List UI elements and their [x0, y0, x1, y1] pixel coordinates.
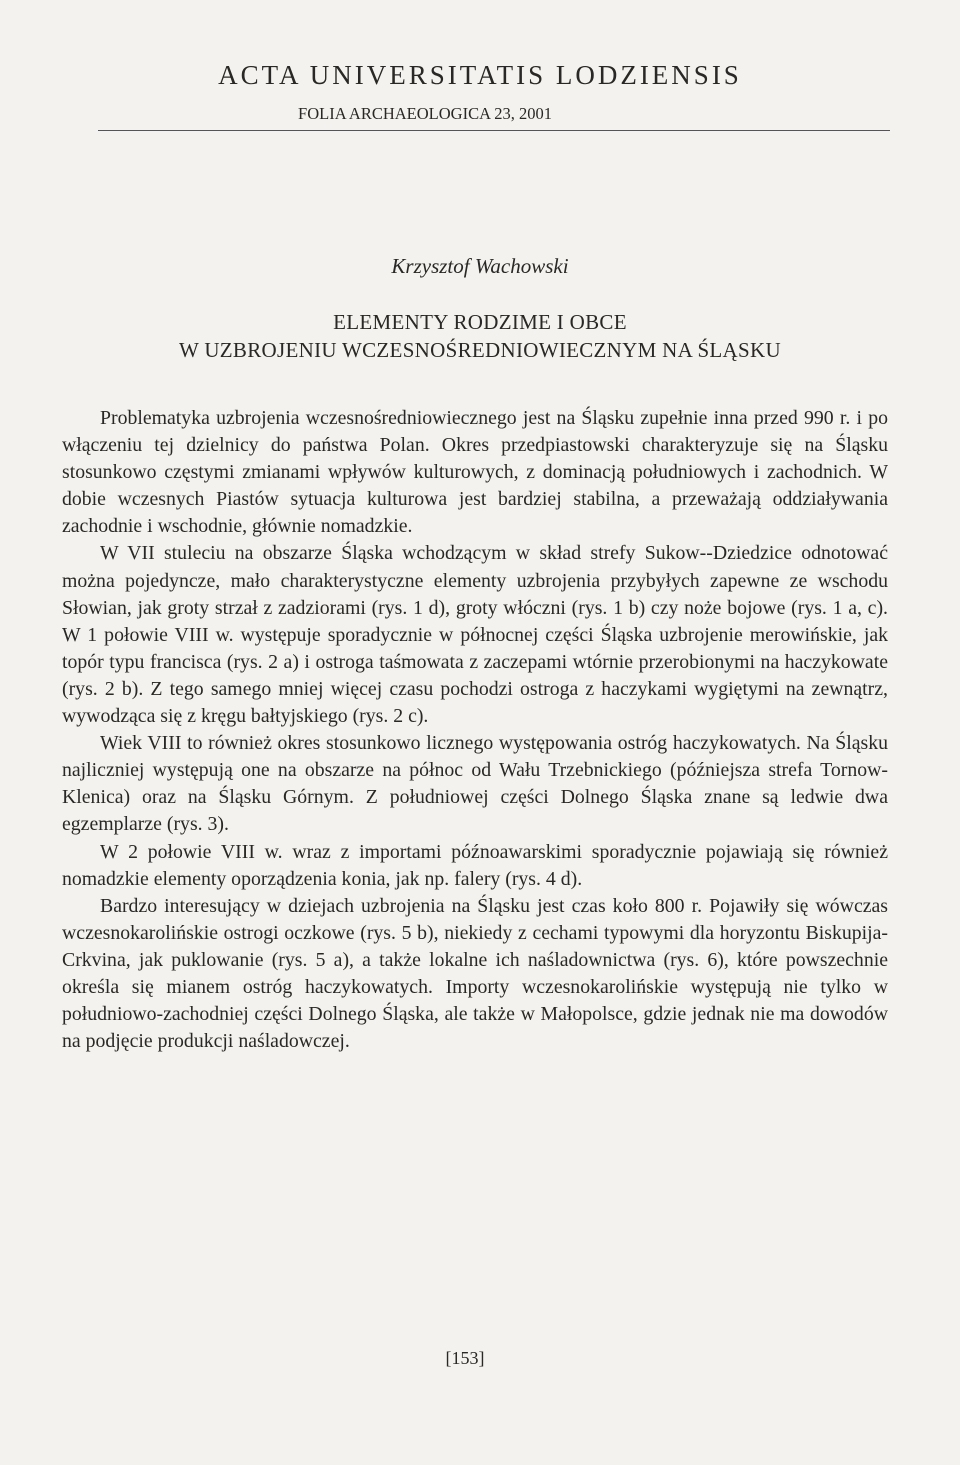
article-title: [60, 308, 900, 364]
article-author: Krzysztof Wachowski: [391, 254, 569, 278]
body-paragraph: Wiek VIII to również okres stosunkowo licznego występowania ostróg haczykowatych. Na Śląsku najliczniej występują one na obszarze na północ od Wału Trzebnickiego (późniejsza strefa Tornow-Klenica) oraz na Śląsku Górnym. Z południowej części Dolnego Śląska znane są ledwie dwa egzemplarze (rys. 3).: [62, 732, 888, 836]
page-number: [153]: [445, 1348, 485, 1368]
body-paragraph: Bardzo interesujący w dziejach uzbrojenia na Śląsku jest czas koło 800 r. Pojawiły się wówczas wczesnokarolińskie ostrogi oczkowe (rys. 5 b), niekiedy z cechami typowymi dla horyzontu Biskupija-Crkvina, jak puklowanie (rys. 5 a), a także lokalne ich naśladownictwa (rys. 6), które powszechnie określa się mianem ostróg haczykowatych. Importy wczesnokarolińskie występują nie tylko w południowo-zachodniej części Dolnego Śląska, ale także w Małopolsce, gdzie jednak nie ma dowodów na podjęcie produkcji naśladowczej.: [62, 894, 888, 1053]
body-paragraph: W VII stuleciu na obszarze Śląska wchodzącym w skład strefy Sukow--Dziedzice odnotować można pojedyncze, mało charakterystyczne elementy uzbrojenia przybyłych zapewne ze wschodu Słowian, jak groty strzał z zadziorami (rys. 1 d), groty włóczni (rys. 1 b) czy noże bojowe (rys. 1 a, c). W 1 połowie VIII w. występuje sporadycznie w północnej części Śląska uzbrojenie merowińskie, jak topór typu francisca (rys. 2 a) i ostroga taśmowata z zaczepami wtórnie przerobionymi na haczykowate (rys. 2 b). Z tego samego mniej więcej czasu pochodzi ostroga z haczykami wygiętymi na zewnątrz, wywodząca się z kręgu bałtyjskiego (rys. 2 c).: [62, 542, 888, 728]
header-rule: [98, 130, 890, 131]
article-title-line-1: ELEMENTY RODZIME I OBCE: [333, 310, 627, 334]
article-body: [62, 405, 888, 1055]
article-title-line-2: W UZBROJENIU WCZESNOŚREDNIOWIECZNYM NA ŚLĄSKU: [179, 338, 781, 362]
journal-title: ACTA UNIVERSITATIS LODZIENSIS: [218, 60, 742, 90]
body-paragraph: Problematyka uzbrojenia wczesnośredniowiecznego jest na Śląsku zupełnie inna przed 990 r. i po włączeniu tej dzielnicy do państwa Polan. Okres przedpiastowski charakteryzuje się na Śląsku stosunkowo częstymi zmianami wpływów kulturowych, z dominacją południowych i zachodnich. W dobie wczesnych Piastów sytuacja kulturowa jest bardziej stabilna, a przeważają oddziaływania zachodnie i wschodnie, głównie nomadzkie.: [62, 407, 888, 538]
body-paragraph: W 2 połowie VIII w. wraz z importami późnoawarskimi sporadycznie pojawiają się również nomadzkie elementy oporządzenia konia, jak np. falery (rys. 4 d).: [62, 840, 888, 890]
journal-series: FOLIA ARCHAEOLOGICA 23, 2001: [298, 104, 552, 123]
